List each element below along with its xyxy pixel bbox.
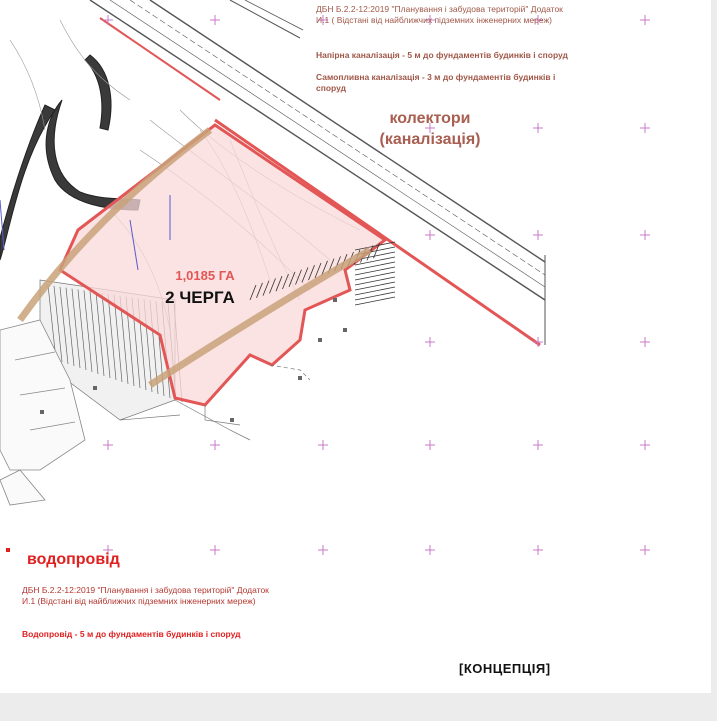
grid-cross-icon (640, 337, 650, 347)
grid-cross-icon (533, 337, 543, 347)
grid-cross-icon (640, 545, 650, 555)
pressure-sewer-rule: Напірна каналізація - 5 м до фундаментів будинків і споруд (316, 50, 568, 60)
grid-cross-icon (103, 440, 113, 450)
grid-cross-icon (640, 15, 650, 25)
plot-queue-label: 2 ЧЕРГА (165, 288, 235, 307)
grid-cross-icon (425, 545, 435, 555)
bullet-square-icon (6, 548, 10, 552)
bullet-square-icon (93, 386, 97, 390)
water-supply-rule: Водопровід - 5 м до фундаментів будинків і споруд (22, 629, 241, 639)
grid-cross-icon (533, 440, 543, 450)
bullet-square-icon (318, 338, 322, 342)
bullet-square-icon (333, 298, 337, 302)
plot-area-label: 1,0185 ГА (175, 268, 235, 283)
grid-cross-icon (318, 440, 328, 450)
grid-cross-icon (533, 123, 543, 133)
grid-cross-icon (210, 440, 220, 450)
grid-cross-icon (640, 230, 650, 240)
grid-cross-icon (640, 123, 650, 133)
water-standard-note: ДБН Б.2.2-12:2019 "Планування і забудова територій" Додаток И.1 (Відстані від найближчих підземних інженерних мереж) (22, 585, 269, 606)
collector-label: колектори (каналізація) (379, 110, 481, 148)
bullet-square-icon (298, 376, 302, 380)
grid-cross-icon (425, 337, 435, 347)
grid-cross-icon (210, 15, 220, 25)
water-supply-title: водопровід (27, 551, 120, 568)
concept-stamp: [КОНЦЕПЦІЯ] (459, 661, 551, 676)
road-red-border-upper (100, 18, 220, 100)
bullet-square-icon (343, 328, 347, 332)
grid-cross-icon (425, 440, 435, 450)
grid-cross-icon (210, 545, 220, 555)
bullet-square-icon (230, 418, 234, 422)
grid-cross-icon (103, 15, 113, 25)
bullet-square-icon (40, 410, 44, 414)
grid-cross-icon (533, 230, 543, 240)
grid-cross-icon (640, 440, 650, 450)
sewer-standard-note: ДБН Б.2.2-12:2019 "Планування і забудова територій" Додаток И.1 ( Відстані від найближчих підземних інженерних мереж) (316, 4, 563, 25)
grid-cross-icon (533, 545, 543, 555)
gravity-sewer-rule: Самопливна каналізація - 3 м до фундаментів будинків і споруд (316, 72, 556, 93)
grid-cross-icon (425, 230, 435, 240)
grid-cross-icon (318, 545, 328, 555)
